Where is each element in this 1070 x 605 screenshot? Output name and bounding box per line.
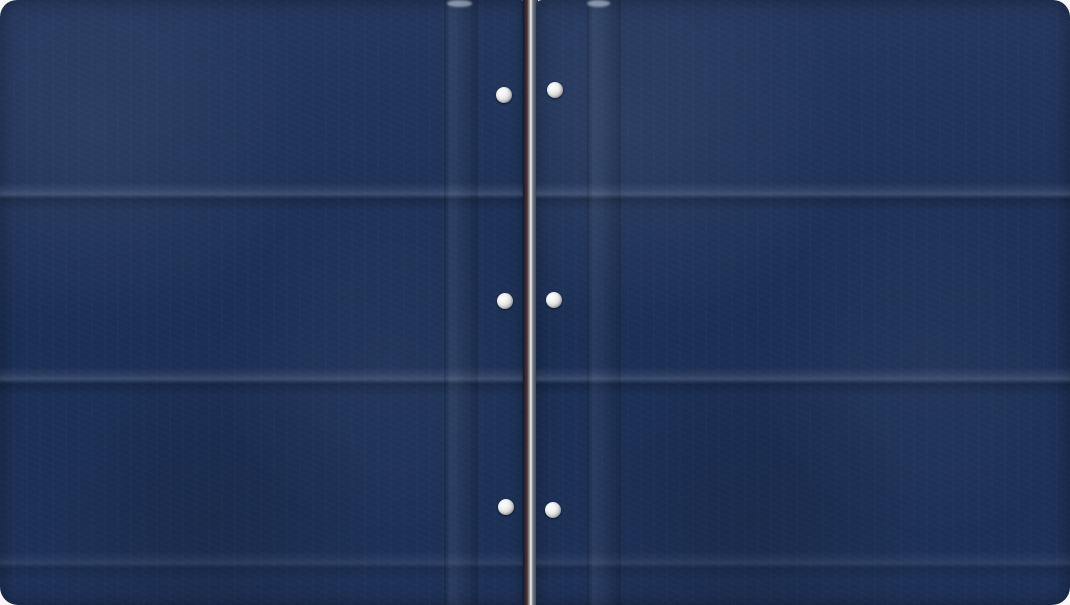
left-hinge-strip — [444, 0, 478, 605]
bottom-right-rivet — [545, 502, 561, 518]
bottom-left-rivet — [498, 499, 514, 515]
right-cover-panel — [536, 0, 1070, 605]
right-top-edge-highlight — [587, 0, 610, 7]
right-hinge-strip — [587, 0, 621, 605]
top-left-rivet — [496, 87, 512, 103]
left-top-edge-highlight — [447, 0, 472, 7]
top-right-rivet — [547, 82, 563, 98]
middle-left-rivet — [497, 293, 513, 309]
left-cover-panel — [0, 0, 527, 605]
middle-right-rivet — [546, 292, 562, 308]
